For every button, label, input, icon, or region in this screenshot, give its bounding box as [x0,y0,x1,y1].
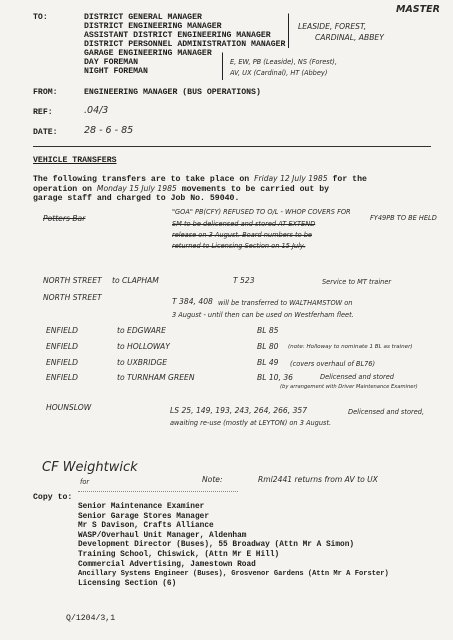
row-from: HOUNSLOW [46,403,92,412]
handwritten-note: LEASIDE, FOREST, [298,22,367,31]
row-note: Delicensed and stored [320,373,394,381]
row-note: Delicensed and stored, [348,408,425,416]
intro-line-2: operation on Monday 15 July 1985 movements to be carried out by [33,184,330,194]
copy-item: Commercial Advertising, Jamestown Road [78,560,256,569]
row-vehicles: BL 80 [257,342,279,351]
row-vehicles: BL 10, 36 [257,373,294,382]
date-label: DATE: [33,128,58,137]
date-value: 28 - 6 - 85 [84,125,134,136]
handwritten-note: "GOA" PB(CFY) REFUSED TO O/L - WHOP COVERS FOR [172,208,351,216]
intro-line-1: The following transfers are to take place on Friday 12 July 1985 for the [33,174,367,184]
section-title: VEHICLE TRANSFERS [33,156,117,165]
recipient-item: DAY FOREMAN [84,58,139,67]
intro-line-3: garage staff and charged to Job No. 59040. [33,194,240,203]
recipient-list [84,13,285,76]
copy-item: Senior Maintenance Examiner [78,503,205,511]
from-value: ENGINEERING MANAGER (BUS OPERATIONS) [84,88,261,97]
row-note: (covers overhaul of BL76) [290,360,376,368]
row-to: to UXBRIDGE [117,358,168,367]
row-vehicles: T 523 [233,276,255,285]
recipient-item: NIGHT FOREMAN [84,67,148,76]
handwritten-note: E, EW, PB (Leaside), NS (Forest), [230,58,337,66]
recipient-item: DISTRICT ENGINEERING MANAGER [84,22,222,31]
row-from: ENFIELD [46,342,78,351]
note-text: Rml2441 returns from AV to UX [258,475,378,484]
handwritten-note: CARDINAL, ABBEY [315,33,384,42]
copy-item: Licensing Section (6) [78,579,177,588]
recipient-item: GARAGE ENGINEERING MANAGER [84,49,212,58]
form-code: Q/1204/3,1 [66,614,116,623]
handwritten-note: AV, UX (Cardinal), HT (Abbey) [230,69,328,77]
row-from: NORTH STREET [43,293,102,302]
handwritten-date: Friday 12 July 1985 [254,174,328,183]
recipient-item: DISTRICT GENERAL MANAGER [84,13,202,22]
redacted-line [78,491,238,495]
row-note: Service to MT trainer [322,278,392,286]
from-label: FROM: [33,88,58,97]
bracket-mark [288,13,289,48]
to-label: TO: [33,13,48,22]
handwritten-note: release on 3 August. Board numbers to be [172,231,312,239]
ref-label: REF: [33,108,53,117]
row-vehicles: BL 85 [257,326,279,335]
signature-sub: for [80,478,90,486]
copy-item: Mr S Davison, Crafts Alliance [78,522,214,531]
row-from: ENFIELD [46,373,78,382]
copy-item: WASP/Overhaul Unit Manager, Aldenham [78,531,247,540]
copy-list [78,503,389,589]
row-to: to EDGWARE [117,326,166,335]
row-vehicles: T 384, 408 [172,297,213,306]
row-note-cont: (by arrangement with Driver Maintenance Examiner) [280,384,418,390]
master-stamp: MASTER [396,4,440,15]
copy-item: Ancillary Systems Engineer (Buses), Grosvenor Gardens (Attn Mr A Forster) [78,570,389,579]
row-vehicles: BL 49 [257,358,279,367]
copy-label: Copy to: [33,493,73,502]
copy-item: Senior Garage Stores Manager [78,512,210,521]
row-from: NORTH STREET [43,276,102,285]
row-to: to TURNHAM GREEN [117,373,195,382]
copy-item: Development Director (Buses), 55 Broadway (Attn Mr A Simon) [78,541,355,550]
row-note: will be transferred to WALTHAMSTOW on [218,299,353,307]
recipient-item: DISTRICT PERSONNEL ADMINISTRATION MANAGER [84,40,286,49]
ref-value: .04/3 [84,105,109,116]
row-vehicles: LS 25, 149, 193, 243, 264, 266, 357 [170,406,308,415]
recipient-item: ASSISTANT DISTRICT ENGINEERING MANAGER [84,31,271,40]
row-to: to HOLLOWAY [117,342,170,351]
note-label: Note: [202,475,223,484]
row-note: (note: Holloway to nominate 1 BL as trainer) [288,344,413,350]
divider [33,146,431,147]
handwritten-date: Monday 15 July 1985 [96,184,177,193]
potters-bar-label: Potters Bar [43,214,86,223]
row-from: ENFIELD [46,326,78,335]
copy-item: Training School, Chiswick, (Attn Mr E Hill) [78,550,280,559]
row-note-cont: 3 August - until then can be used on Westferham fleet. [172,311,354,319]
row-note-cont: awaiting re-use (mostly at LEYTON) on 3 August. [170,419,332,427]
row-from: ENFIELD [46,358,78,367]
row-to: to CLAPHAM [112,276,159,285]
handwritten-note: returned to Licensing Section on 15 July. [172,242,306,250]
handwritten-note: FY49PB TO BE HELD [370,214,437,222]
handwritten-note: SM to be delicensed and stored AT EXTEND [172,220,316,228]
signature: CF Weightwick [42,460,138,475]
bracket-mark [222,52,223,80]
